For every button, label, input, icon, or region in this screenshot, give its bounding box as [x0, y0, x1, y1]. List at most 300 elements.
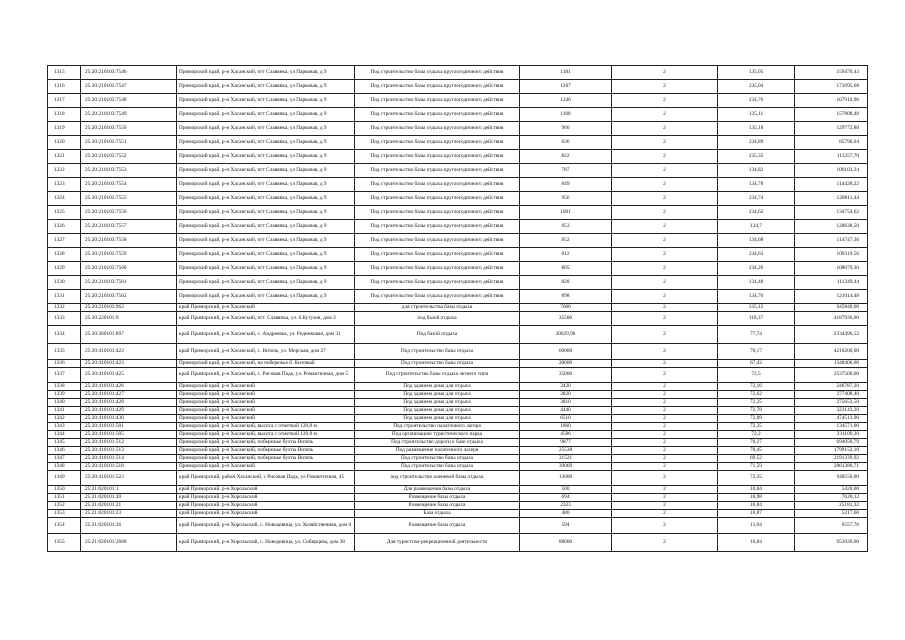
table-row	[48, 94, 868, 108]
table-row	[48, 360, 868, 368]
cadastral-number-cell: 25:20:210103:7559	[81, 248, 177, 262]
rate-cell: 134,76	[718, 94, 795, 108]
address-cell: Приморский край, р-н Хасанский, пгт Славянка, ул Парковая, д 9	[177, 290, 355, 304]
row-number-cell: 1346	[48, 447, 81, 455]
cadastral-value-cell: 5420,00	[795, 486, 868, 494]
area-cell: 3810	[520, 399, 612, 407]
cadastral-number-cell: 25:20:410101:426	[81, 383, 177, 391]
category-cell: 2	[612, 502, 718, 510]
area-cell: 953	[520, 220, 612, 234]
table-body	[48, 66, 868, 552]
category-cell: 2	[612, 463, 718, 471]
permitted-use-cell: Под зданием дома для отдыха	[355, 415, 520, 423]
address-cell: Приморский край, р-н Хасанский, пгт Славянка, ул Парковая, д 9	[177, 150, 355, 164]
address-cell: край Приморский, р-н Хорольский	[177, 494, 355, 502]
address-cell: Приморский край, р-н Хасанский, пгт Славянка, ул Парковая, д 9	[177, 94, 355, 108]
category-cell: 2	[612, 262, 718, 276]
address-cell: Приморский край, р-н Хасанский, пгт Славянка, ул Парковая, д 9	[177, 178, 355, 192]
address-cell: Приморский край, р-н Хасанский, пгт Славянка, ул Парковая, д 9	[177, 276, 355, 290]
rate-cell: 10,98	[718, 494, 795, 502]
address-cell: Приморский край, р-н Хасанский, побережье бухты Витязь	[177, 439, 355, 447]
row-number-cell: 1353	[48, 510, 81, 518]
row-number-cell: 1335	[48, 344, 81, 360]
cadastral-number-cell: 25:20:210103:7547	[81, 80, 177, 94]
cadastral-value-cell: 111349,44	[795, 276, 868, 290]
address-cell: Приморский край, р-н Хасанский, пгт Славянка, ул Парковая, д 9	[177, 248, 355, 262]
category-cell: 2	[612, 108, 718, 122]
area-cell: 822	[520, 150, 612, 164]
cadastral-value-cell: 277408,40	[795, 391, 868, 399]
cadastral-value-cell: 953920,00	[795, 534, 868, 552]
address-cell: Приморский край, р-н Хасанский, высота с отметкой 120,8 м	[177, 423, 355, 431]
table-row	[48, 262, 868, 276]
row-number-cell: 1325	[48, 206, 81, 220]
address-cell: край Приморский, р-н Хасанский	[177, 304, 355, 312]
table-row	[48, 344, 868, 360]
cadastral-number-cell: 25:21:020101:2668	[81, 534, 177, 552]
category-cell: 2	[612, 486, 718, 494]
address-cell: Приморский край, р-н Хасанский, на побережье б. Китовый	[177, 360, 355, 368]
rate-cell: 135,11	[718, 108, 795, 122]
category-cell: 2	[612, 494, 718, 502]
area-cell: 3420	[520, 383, 612, 391]
row-number-cell: 1334	[48, 326, 81, 344]
row-number-cell: 1323	[48, 178, 81, 192]
area-cell: 960	[520, 122, 612, 136]
cadastral-number-cell: 25:20:410101:428	[81, 399, 177, 407]
category-cell: 2	[612, 326, 718, 344]
cadastral-number-cell: 25:20:410101:429	[81, 407, 177, 415]
rate-cell: 10,84	[718, 486, 795, 494]
area-cell: 1267	[520, 80, 612, 94]
cadastral-value-cell: 331109,20	[795, 431, 868, 439]
area-cell: 6510	[520, 415, 612, 423]
row-number-cell: 1343	[48, 423, 81, 431]
address-cell: край Приморский, р-н Хорольский	[177, 502, 355, 510]
category-cell: 2	[612, 431, 718, 439]
permitted-use-cell: Под строительство базы отдыха летнего типа	[355, 368, 520, 383]
category-cell: 2	[612, 439, 718, 447]
area-cell: 9877	[520, 439, 612, 447]
table-row	[48, 510, 868, 518]
permitted-use-cell: Под строительство базы отдыха круглогодичного действия	[355, 94, 520, 108]
cadastral-number-cell: 25:20:210103:7556	[81, 206, 177, 220]
table-row	[48, 407, 868, 415]
address-cell: Приморский край, р-н Хасанский, пгт Славянка, ул Парковая, д 9	[177, 192, 355, 206]
address-cell: край Приморский, р-н Хасанский, пгт. Славянка, ул. б.Кутузов, дом 3	[177, 312, 355, 326]
rate-cell: 72,5	[718, 368, 795, 383]
cadastral-number-cell: 25:20:210103:7557	[81, 220, 177, 234]
row-number-cell: 1333	[48, 312, 81, 326]
permitted-use-cell: База отдыха	[355, 510, 520, 518]
land-plots-table	[47, 65, 868, 552]
table-row	[48, 164, 868, 178]
row-number-cell: 1352	[48, 502, 81, 510]
area-cell: 31521	[520, 455, 612, 463]
cadastral-value-cell: 4210200,00	[795, 344, 868, 360]
category-cell: 2	[612, 66, 718, 80]
address-cell: Приморский край, р-н Хасанский	[177, 415, 355, 423]
area-cell: 898	[520, 290, 612, 304]
cadastral-number-cell: 25:20:410101:512	[81, 439, 177, 447]
table-row	[48, 439, 868, 447]
permitted-use-cell: Под строительство базы отдыха круглогодичного действия	[355, 206, 520, 220]
cadastral-value-cell: 111257,70	[795, 150, 868, 164]
address-cell: Приморский край, р-н Хасанский, пгт Славянка, ул Парковая, д 9	[177, 234, 355, 248]
row-number-cell: 1331	[48, 290, 81, 304]
category-cell: 2	[612, 368, 718, 383]
rate-cell: 10,84	[718, 534, 795, 552]
cadastral-value-cell: 275653,50	[795, 399, 868, 407]
address-cell: край Приморский, район Хасанский, с Рисовая Падь, ул Романтичная, 45	[177, 471, 355, 486]
rate-cell: 10,84	[718, 502, 795, 510]
permitted-use-cell: для строительства базы отдыха	[355, 304, 520, 312]
permitted-use-cell: Под строительство базы отдыха круглогодичного действия	[355, 108, 520, 122]
table-row	[48, 248, 868, 262]
address-cell: Приморский край, р-н Хасанский, пгт Славянка, ул Парковая, д 9	[177, 262, 355, 276]
cadastral-value-cell: 246787,20	[795, 383, 868, 391]
table-row	[48, 494, 868, 502]
cadastral-number-cell: 25:21:020101:26	[81, 518, 177, 534]
table-row	[48, 423, 868, 431]
category-cell: 2	[612, 423, 718, 431]
area-cell: 25538	[520, 447, 612, 455]
area-cell: 594	[520, 518, 612, 534]
table-row	[48, 136, 868, 150]
area-cell: 4440	[520, 407, 612, 415]
cadastral-value-cell: 694056,79	[795, 439, 868, 447]
cadastral-value-cell: 106103,34	[795, 164, 868, 178]
area-cell: 2323	[520, 502, 612, 510]
area-cell: 480	[520, 510, 612, 518]
area-cell: 35580	[520, 312, 612, 326]
address-cell: Приморский край, р-н Хасанский, побережье бухты Витязь	[177, 455, 355, 463]
area-cell: 4586	[520, 431, 612, 439]
cadastral-value-cell: 85790,04	[795, 136, 868, 150]
row-number-cell: 1315	[48, 66, 81, 80]
row-number-cell: 1347	[48, 455, 81, 463]
permitted-use-cell: Под строительство базы отдыха	[355, 360, 520, 368]
area-cell: 787	[520, 164, 612, 178]
rate-cell: 135,12	[718, 304, 795, 312]
rate-cell: 11,04	[718, 518, 795, 534]
cadastral-number-cell: 25:20:410101:427	[81, 391, 177, 399]
address-cell: Приморский край, р-н Хасанский, высота с отметкой 120,8 м	[177, 431, 355, 439]
permitted-use-cell: Под строительство дороги к базе отдыха	[355, 439, 520, 447]
rate-cell: 135,04	[718, 80, 795, 94]
category-cell: 2	[612, 510, 718, 518]
cadastral-value-cell: 134571,00	[795, 423, 868, 431]
rate-cell: 134,48	[718, 276, 795, 290]
cadastral-value-cell: 2191339,92	[795, 455, 868, 463]
row-number-cell: 1324	[48, 192, 81, 206]
category-cell: 2	[612, 304, 718, 312]
cadastral-value-cell: 114747,36	[795, 234, 868, 248]
row-number-cell: 1340	[48, 399, 81, 407]
cadastral-value-cell: 1348400,00	[795, 360, 868, 368]
rate-cell: 134,63	[718, 248, 795, 262]
category-cell: 2	[612, 290, 718, 304]
category-cell: 2	[612, 248, 718, 262]
cadastral-number-cell: 25:20:410101:425	[81, 368, 177, 383]
table-row	[48, 463, 868, 471]
cadastral-value-cell: 945840,00	[795, 304, 868, 312]
rate-cell: 134,76	[718, 290, 795, 304]
category-cell: 2	[612, 122, 718, 136]
category-cell: 2	[612, 80, 718, 94]
row-number-cell: 1354	[48, 518, 81, 534]
cadastral-value-cell: 157808,48	[795, 108, 868, 122]
cadastral-number-cell: 25:20:210103:7560	[81, 262, 177, 276]
address-cell: Приморский край, р-н Хасанский	[177, 399, 355, 407]
cadastral-number-cell: 25:20:410101:501	[81, 423, 177, 431]
category-cell: 2	[612, 94, 718, 108]
permitted-use-cell: Для туристско-рекреационной деятельности	[355, 534, 520, 552]
rate-cell: 70,45	[718, 447, 795, 455]
row-number-cell: 1351	[48, 494, 81, 502]
rate-cell: 134,68	[718, 234, 795, 248]
category-cell: 2	[612, 534, 718, 552]
cadastral-value-cell: 474513,90	[795, 415, 868, 423]
address-cell: Приморский край, р-н Хасанский	[177, 463, 355, 471]
rate-cell: 72,2	[718, 431, 795, 439]
row-number-cell: 1326	[48, 220, 81, 234]
area-cell: 30029,96	[520, 326, 612, 344]
area-cell: 694	[520, 494, 612, 502]
cadastral-value-cell: 2334496,52	[795, 326, 868, 344]
rate-cell: 134,78	[718, 178, 795, 192]
area-cell: 636	[520, 136, 612, 150]
area-cell: 1246	[520, 94, 612, 108]
rate-cell: 72,35	[718, 423, 795, 431]
table-row	[48, 234, 868, 248]
table-row	[48, 80, 868, 94]
permitted-use-cell: Под базой отдыха	[355, 326, 520, 344]
category-cell: 2	[612, 344, 718, 360]
row-number-cell: 1336	[48, 360, 81, 368]
category-cell: 2	[612, 360, 718, 368]
row-number-cell: 1339	[48, 391, 81, 399]
address-cell: край Приморский, р-н Хорольский	[177, 486, 355, 494]
cadastral-value-cell: 5217,60	[795, 510, 868, 518]
cadastral-number-cell: 25:20:210103:7555	[81, 192, 177, 206]
address-cell: Приморский край, р-н Хасанский, пгт Славянка, ул Парковая, д 9	[177, 80, 355, 94]
rate-cell: 72,89	[718, 415, 795, 423]
row-number-cell: 1329	[48, 262, 81, 276]
address-cell: Приморский край, р-н Хасанский	[177, 407, 355, 415]
rate-cell: 134,7	[718, 220, 795, 234]
table-row	[48, 399, 868, 407]
address-cell: край Приморский, р-н Хасанский, с. Андреевка, ул. Родниковая, дом 31	[177, 326, 355, 344]
permitted-use-cell: Для размещения базы отдыха	[355, 486, 520, 494]
permitted-use-cell: Под строительство базы отдыха круглогодичного действия	[355, 234, 520, 248]
permitted-use-cell: под строительство оленевой базы отдыха	[355, 471, 520, 486]
document-sheet	[47, 65, 867, 552]
table-row	[48, 122, 868, 136]
permitted-use-cell: Под строительство базы отдыха круглогодичного действия	[355, 262, 520, 276]
category-cell: 2	[612, 391, 718, 399]
table-row	[48, 471, 868, 486]
address-cell: Приморский край, р-н Хасанский, пгт Славянка, ул Парковая, д 9	[177, 136, 355, 150]
area-cell: 849	[520, 178, 612, 192]
category-cell: 2	[612, 150, 718, 164]
rate-cell: 134,82	[718, 164, 795, 178]
cadastral-number-cell: 25:20:210103:7561	[81, 276, 177, 290]
cadastral-number-cell: 25:20:210103:7548	[81, 94, 177, 108]
permitted-use-cell: Под строительство базы отдыха круглогодичного действия	[355, 80, 520, 94]
cadastral-number-cell: 25:20:210103:7549	[81, 108, 177, 122]
category-cell: 2	[612, 415, 718, 423]
rate-cell: 134,26	[718, 262, 795, 276]
rate-cell: 72,78	[718, 407, 795, 415]
table-row	[48, 178, 868, 192]
permitted-use-cell: Под строительство базы отдыха круглогодичного действия	[355, 248, 520, 262]
table-row	[48, 276, 868, 290]
table-row	[48, 220, 868, 234]
permitted-use-cell: Под строительство базы отдыха круглогодичного действия	[355, 122, 520, 136]
row-number-cell: 1344	[48, 431, 81, 439]
row-number-cell: 1332	[48, 304, 81, 312]
table-row	[48, 415, 868, 423]
rate-cell: 70,17	[718, 344, 795, 360]
area-cell: 805	[520, 262, 612, 276]
area-cell: 812	[520, 248, 612, 262]
address-cell: Приморский край, р-н Хасанский, пгт Славянка, ул Парковая, д 9	[177, 108, 355, 122]
permitted-use-cell: Под строительство базы отдыха круглогодичного действия	[355, 66, 520, 80]
category-cell: 2	[612, 312, 718, 326]
rate-cell: 77,74	[718, 326, 795, 344]
permitted-use-cell: под базой отдыха	[355, 312, 520, 326]
address-cell: Приморский край, р-н Хасанский, пгт Славянка, ул Парковая, д 9	[177, 164, 355, 178]
area-cell: 956	[520, 192, 612, 206]
permitted-use-cell: Под строительство базы отдыха	[355, 463, 520, 471]
table-row	[48, 502, 868, 510]
rate-cell: 67,42	[718, 360, 795, 368]
cadastral-value-cell: 2861380,71	[795, 463, 868, 471]
category-cell: 2	[612, 234, 718, 248]
cadastral-value-cell: 6557,76	[795, 518, 868, 534]
permitted-use-cell: Под зданием дома для отдыха	[355, 383, 520, 391]
cadastral-number-cell: 25:20:210103:7552	[81, 150, 177, 164]
cadastral-number-cell: 25:20:410101:518	[81, 463, 177, 471]
cadastral-value-cell: 114428,22	[795, 178, 868, 192]
cadastral-number-cell: 25:20:360101:897	[81, 326, 177, 344]
cadastral-value-cell: 129772,80	[795, 122, 868, 136]
row-number-cell: 1338	[48, 383, 81, 391]
cadastral-value-cell: 4187930,60	[795, 312, 868, 326]
table-row	[48, 312, 868, 326]
permitted-use-cell: Под строительство базы отдыха круглогодичного действия	[355, 178, 520, 192]
cadastral-value-cell: 323143,20	[795, 407, 868, 415]
row-number-cell: 1318	[48, 108, 81, 122]
table-row	[48, 447, 868, 455]
cadastral-number-cell: 25:20:410101:523	[81, 471, 177, 486]
cadastral-number-cell: 25:20:410101:505	[81, 431, 177, 439]
rate-cell: 72,35	[718, 471, 795, 486]
rate-cell: 118,37	[718, 312, 795, 326]
row-number-cell: 1337	[48, 368, 81, 383]
rate-cell: 134,74	[718, 192, 795, 206]
area-cell: 852	[520, 234, 612, 248]
row-number-cell: 1321	[48, 150, 81, 164]
row-number-cell: 1320	[48, 136, 81, 150]
area-cell: 1181	[520, 66, 612, 80]
area-cell: 828	[520, 276, 612, 290]
area-cell: 39069	[520, 463, 612, 471]
rate-cell: 69,52	[718, 455, 795, 463]
row-number-cell: 1322	[48, 164, 81, 178]
cadastral-number-cell: 25:20:210103:7551	[81, 136, 177, 150]
cadastral-number-cell: 25:21:020101:21	[81, 502, 177, 510]
cadastral-number-cell: 25:20:220101:9	[81, 312, 177, 326]
table-row	[48, 108, 868, 122]
cadastral-number-cell: 25:20:410101:514	[81, 455, 177, 463]
row-number-cell: 1319	[48, 122, 81, 136]
cadastral-number-cell: 25:20:210103:962	[81, 304, 177, 312]
area-cell: 13000	[520, 471, 612, 486]
cadastral-value-cell: 7620,12	[795, 494, 868, 502]
area-cell: 60000	[520, 344, 612, 360]
category-cell: 2	[612, 455, 718, 463]
table-row	[48, 290, 868, 304]
area-cell: 500	[520, 486, 612, 494]
table-row	[48, 486, 868, 494]
rate-cell: 71,59	[718, 463, 795, 471]
area-cell: 1860	[520, 423, 612, 431]
cadastral-number-cell: 25:21:020101:23	[81, 510, 177, 518]
cadastral-value-cell: 171095,68	[795, 80, 868, 94]
rate-cell: 134,62	[718, 206, 795, 220]
cadastral-number-cell: 25:20:410101:422	[81, 344, 177, 360]
category-cell: 2	[612, 206, 718, 220]
category-cell: 2	[612, 399, 718, 407]
row-number-cell: 1341	[48, 407, 81, 415]
permitted-use-cell: Под зданием дома для отдыха	[355, 399, 520, 407]
cadastral-value-cell: 940550,00	[795, 471, 868, 486]
cadastral-number-cell: 25:20:210103:7554	[81, 178, 177, 192]
table-row	[48, 304, 868, 312]
cadastral-value-cell: 121014,48	[795, 290, 868, 304]
rate-cell: 134,89	[718, 136, 795, 150]
permitted-use-cell: Под строительство базы отдыха	[355, 344, 520, 360]
category-cell: 2	[612, 192, 718, 206]
category-cell: 2	[612, 518, 718, 534]
permitted-use-cell: Под зданием дома для отдыха	[355, 407, 520, 415]
category-cell: 2	[612, 178, 718, 192]
area-cell: 20000	[520, 360, 612, 368]
table-row	[48, 368, 868, 383]
cadastral-number-cell: 25:20:410101:430	[81, 415, 177, 423]
address-cell: край Приморский, р-н Хорольский, с. Новодевица, ул. Сибирцева, дом 38	[177, 534, 355, 552]
category-cell: 2	[612, 276, 718, 290]
table-row	[48, 326, 868, 344]
table-row	[48, 455, 868, 463]
cadastral-value-cell: 1799152,10	[795, 447, 868, 455]
rate-cell: 135,05	[718, 66, 795, 80]
rate-cell: 135,18	[718, 122, 795, 136]
address-cell: Приморский край, р-н Хасанский, пгт Славянка, ул Парковая, д 9	[177, 66, 355, 80]
rate-cell: 70,27	[718, 439, 795, 447]
rate-cell: 72,16	[718, 383, 795, 391]
table-row	[48, 431, 868, 439]
address-cell: Приморский край, р-н Хасанский, пгт Славянка, ул Парковая, д 9	[177, 206, 355, 220]
cadastral-number-cell: 25:20:410101:423	[81, 360, 177, 368]
address-cell: край Приморский, р-н Хасанский, с. Рисовая Падь, ул. Романтичная, дом 5	[177, 368, 355, 383]
cadastral-value-cell: 134754,62	[795, 206, 868, 220]
rate-cell: 72,35	[718, 399, 795, 407]
cadastral-value-cell: 109319,56	[795, 248, 868, 262]
row-number-cell: 1345	[48, 439, 81, 447]
